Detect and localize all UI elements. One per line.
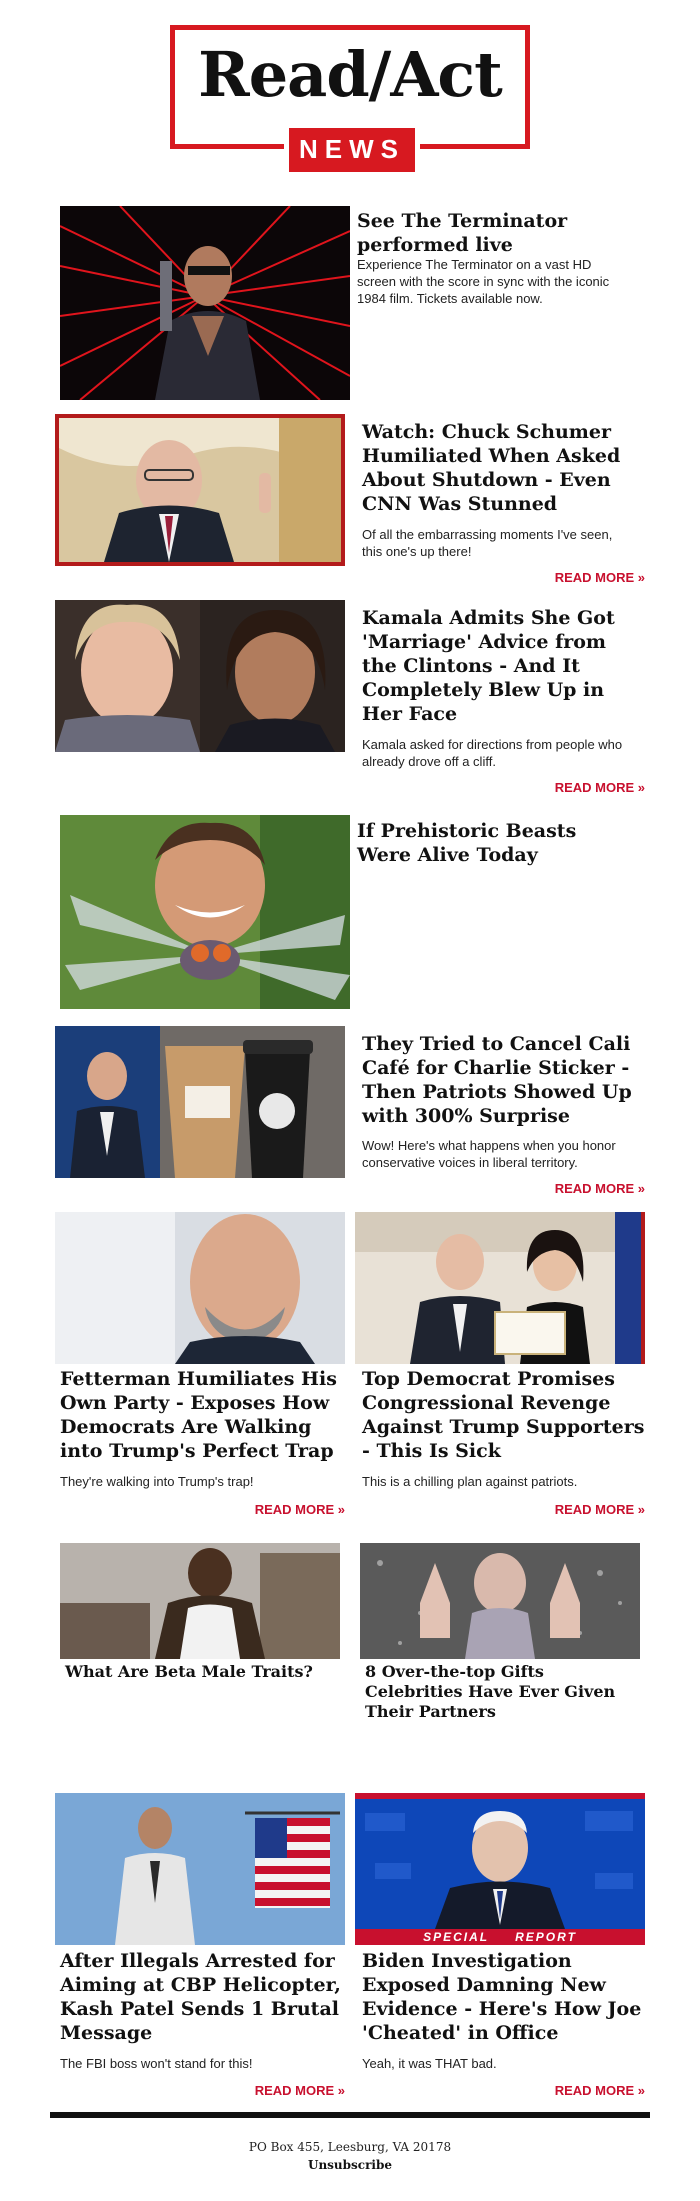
article-description: Wow! Here's what happens when you honor conservative voices in liberal territory.	[362, 1138, 616, 1170]
special-report-banner	[355, 1929, 645, 1945]
article-description: Kamala asked for directions from people who already drove off a cliff.	[362, 737, 623, 769]
article-title[interactable]: After Illegals Arrested for Aiming at CBP Helicopter, Kash Patel Sends 1 Brutal Message	[60, 1950, 341, 2044]
unsubscribe-link[interactable]: Unsubscribe	[307, 2158, 393, 2172]
footer-address: PO Box 455, Leesburg, VA 20178	[248, 2140, 452, 2154]
read-more-link[interactable]: READ MORE »	[254, 2083, 345, 2098]
article-title[interactable]: See The Terminator performed live	[357, 210, 568, 256]
article-description: This is a chilling plan against patriots.	[362, 1474, 578, 1489]
logo-badge-wrap	[284, 125, 420, 175]
logo-wordmark: Read/Act	[198, 38, 502, 111]
article-title[interactable]: Kamala Admits She Got 'Marriage' Advice from the Clintons - And It Completely Blew Up in Her Face	[362, 607, 615, 725]
article-description: Yeah, it was THAT bad.	[362, 2056, 497, 2071]
article-title[interactable]: Watch: Chuck Schumer Humiliated When Asked About Shutdown - Even CNN Was Stunned	[362, 421, 621, 515]
coffee-cups-photo[interactable]	[55, 1026, 345, 1178]
senator-speaking-photo[interactable]	[55, 414, 345, 566]
read-more-link[interactable]: READ MORE »	[554, 1502, 645, 1517]
debate-stage-photo[interactable]	[355, 1793, 645, 1945]
read-more-link[interactable]: READ MORE »	[554, 570, 645, 585]
article-description: The FBI boss won't stand for this!	[60, 2056, 253, 2071]
article-description: Of all the embarrassing moments I've seen, this one's up there!	[362, 527, 613, 559]
bald-man-photo[interactable]	[55, 1212, 345, 1364]
read-more-link[interactable]: READ MORE »	[554, 1181, 645, 1196]
read-more-link[interactable]: READ MORE »	[554, 2083, 645, 2098]
glitter-hands-photo[interactable]	[360, 1543, 640, 1659]
article-title[interactable]: 8 Over-the-top Gifts Celebrities Have Ever Given Their Partners	[365, 1662, 616, 1721]
masked-man-photo[interactable]	[60, 1543, 340, 1659]
podium-flag-photo[interactable]	[55, 1793, 345, 1945]
footer-divider	[50, 2112, 650, 2118]
article-title[interactable]: Biden Investigation Exposed Damning New Evidence - Here's How Joe 'Cheated' in Office	[362, 1950, 642, 2044]
article-title[interactable]: Top Democrat Promises Congressional Revenge Against Trump Supporters - This Is Sick	[362, 1368, 645, 1462]
article-description: They're walking into Trump's trap!	[60, 1474, 254, 1489]
article-title[interactable]: If Prehistoric Beasts Were Alive Today	[357, 820, 577, 866]
terminator-still[interactable]	[60, 206, 350, 400]
giant-dragonfly-photo[interactable]	[60, 815, 350, 1009]
article-title[interactable]: They Tried to Cancel Cali Café for Charlie Sticker - Then Patriots Showed Up with 300% Surprise	[362, 1033, 632, 1127]
article-description: Experience The Terminator on a vast HD screen with the score in sync with the iconic 1984 film. Tickets available now.	[357, 257, 610, 306]
two-women-photo[interactable]	[55, 600, 345, 752]
banner-right-text: REPORT	[515, 1930, 577, 1944]
read-more-link[interactable]: READ MORE »	[554, 780, 645, 795]
banner-left-text: SPECIAL	[423, 1930, 490, 1944]
read-more-link[interactable]: READ MORE »	[254, 1502, 345, 1517]
article-title[interactable]: What Are Beta Male Traits?	[65, 1662, 313, 1681]
logo-badge: NEWS	[289, 128, 415, 172]
article-title[interactable]: Fetterman Humiliates His Own Party - Exposes How Democrats Are Walking into Trump's Perfect Trap	[60, 1368, 337, 1462]
certificate-event-photo[interactable]	[355, 1212, 645, 1364]
